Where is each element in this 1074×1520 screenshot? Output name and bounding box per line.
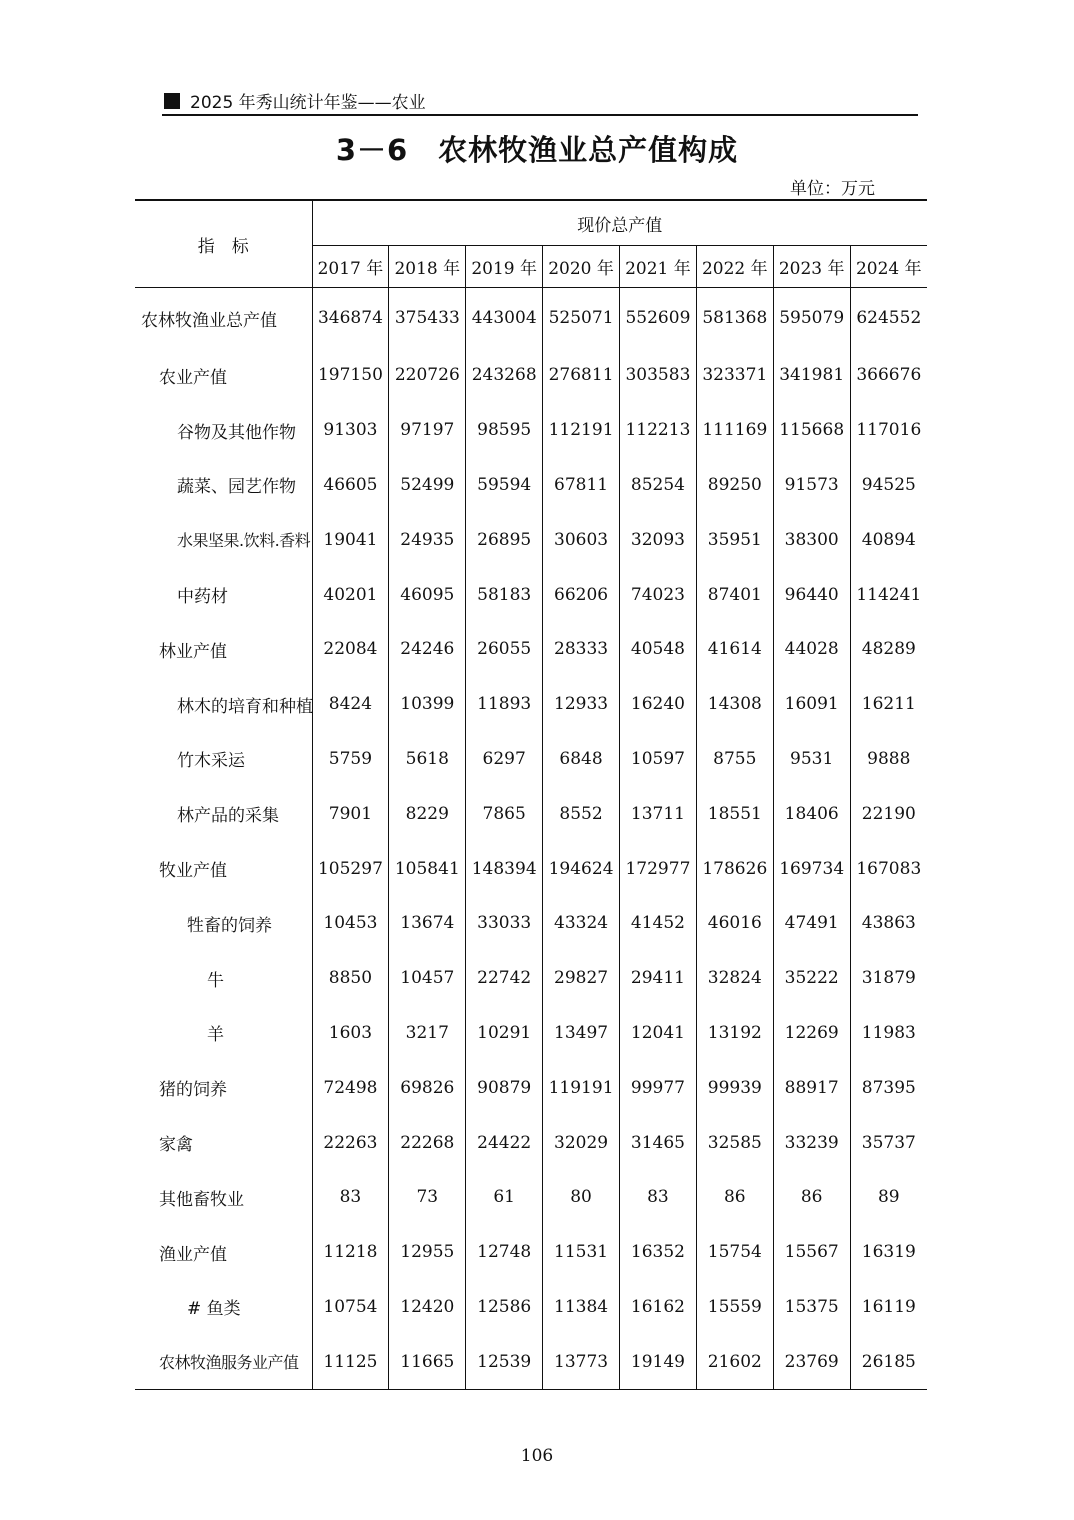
value-cell: 35951 [696,512,773,567]
value-cell: 87401 [696,567,773,622]
value-cell: 19149 [620,1334,697,1389]
value-cell: 6848 [543,732,620,787]
value-cell: 8552 [543,786,620,841]
value-cell: 9531 [773,732,850,787]
value-cell: 8424 [312,677,389,732]
value-cell: 10399 [389,677,466,732]
value-cell: 86 [773,1170,850,1225]
value-cell: 10597 [620,732,697,787]
value-cell: 375433 [389,288,466,349]
value-cell: 41614 [696,622,773,677]
value-cell: 11893 [466,677,543,732]
value-cell: 112213 [620,403,697,458]
year-header: 2017 年 [312,246,389,288]
row-label: 其他畜牧业 [159,1189,244,1210]
page-number: 106 [520,1446,554,1466]
table-row [135,1280,927,1335]
row-label: 水果坚果.饮料.香料 [177,531,311,551]
table-row [135,841,927,896]
value-cell: 341981 [773,348,850,403]
value-cell: 83 [620,1170,697,1225]
value-cell: 323371 [696,348,773,403]
value-cell: 26185 [850,1334,927,1389]
value-cell: 6297 [466,732,543,787]
value-cell: 10291 [466,1006,543,1061]
table-row [135,677,927,732]
year-header: 2020 年 [543,246,620,288]
value-cell: 18551 [696,786,773,841]
table-row [135,786,927,841]
value-cell: 15754 [696,1225,773,1280]
value-cell: 74023 [620,567,697,622]
row-label: 渔业产值 [159,1244,227,1265]
value-cell: 35737 [850,1115,927,1170]
table-row [135,1225,927,1280]
row-label: 家禽 [159,1135,193,1156]
value-cell: 32824 [696,951,773,1006]
value-cell: 22263 [312,1115,389,1170]
value-cell: 91303 [312,403,389,458]
value-cell: 40894 [850,512,927,567]
value-cell: 12269 [773,1006,850,1061]
value-cell: 97197 [389,403,466,458]
value-cell: 24422 [466,1115,543,1170]
value-cell: 7865 [466,786,543,841]
value-cell: 220726 [389,348,466,403]
value-cell: 73 [389,1170,466,1225]
value-cell: 29411 [620,951,697,1006]
year-header: 2019 年 [466,246,543,288]
value-cell: 552609 [620,288,697,349]
table-row [135,1170,927,1225]
value-cell: 11218 [312,1225,389,1280]
value-cell: 89250 [696,458,773,513]
value-cell: 16319 [850,1225,927,1280]
value-cell: 12041 [620,1006,697,1061]
year-header: 2024 年 [850,246,927,288]
value-cell: 12539 [466,1334,543,1389]
value-cell: 595079 [773,288,850,349]
value-cell: 16352 [620,1225,697,1280]
running-header [162,86,918,116]
value-cell: 117016 [850,403,927,458]
value-cell: 13674 [389,896,466,951]
value-cell: 11983 [850,1006,927,1061]
value-cell: 46605 [312,458,389,513]
value-cell: 28333 [543,622,620,677]
value-cell: 15567 [773,1225,850,1280]
value-cell: 11125 [312,1334,389,1389]
value-cell: 5618 [389,732,466,787]
table-row [135,1060,927,1115]
value-cell: 91573 [773,458,850,513]
value-cell: 243268 [466,348,543,403]
row-label: 蔬菜、园艺作物 [177,477,296,498]
value-cell: 105297 [312,841,389,896]
value-cell: 88917 [773,1060,850,1115]
table-row [135,403,927,458]
value-cell: 14308 [696,677,773,732]
value-cell: 61 [466,1170,543,1225]
data-table-container [135,199,927,1390]
value-cell: 105841 [389,841,466,896]
value-cell: 16240 [620,677,697,732]
value-cell: 46016 [696,896,773,951]
value-cell: 41452 [620,896,697,951]
value-cell: 47491 [773,896,850,951]
value-cell: 22084 [312,622,389,677]
table-row [135,567,927,622]
value-cell: 114241 [850,567,927,622]
value-cell: 30603 [543,512,620,567]
value-cell: 94525 [850,458,927,513]
year-header: 2018 年 [389,246,466,288]
value-cell: 194624 [543,841,620,896]
value-cell: 3217 [389,1006,466,1061]
value-cell: 32029 [543,1115,620,1170]
value-cell: 26895 [466,512,543,567]
value-cell: 29827 [543,951,620,1006]
value-cell: 43324 [543,896,620,951]
value-cell: 31879 [850,951,927,1006]
value-cell: 197150 [312,348,389,403]
value-cell: 80 [543,1170,620,1225]
value-cell: 85254 [620,458,697,513]
row-label: 林业产值 [159,641,227,662]
table-row [135,288,927,349]
row-label: 牛 [207,970,224,991]
value-cell: 12748 [466,1225,543,1280]
value-cell: 21602 [696,1334,773,1389]
value-cell: 32093 [620,512,697,567]
value-cell: 33033 [466,896,543,951]
value-cell: 38300 [773,512,850,567]
value-cell: 112191 [543,403,620,458]
value-cell: 5759 [312,732,389,787]
value-cell: 35222 [773,951,850,1006]
value-cell: 115668 [773,403,850,458]
value-cell: 22742 [466,951,543,1006]
value-cell: 99977 [620,1060,697,1115]
value-cell: 58183 [466,567,543,622]
value-cell: 16091 [773,677,850,732]
value-cell: 276811 [543,348,620,403]
value-cell: 99939 [696,1060,773,1115]
value-cell: 8755 [696,732,773,787]
value-cell: 7901 [312,786,389,841]
row-label: 农业产值 [159,367,227,388]
year-header: 2022 年 [696,246,773,288]
data-table [135,199,927,1390]
table-row [135,732,927,787]
value-cell: 119191 [543,1060,620,1115]
table-row [135,896,927,951]
value-cell: 11531 [543,1225,620,1280]
row-label: 牲畜的饲养 [187,915,272,936]
indicator-header: 指 标 [135,200,312,288]
value-cell: 72498 [312,1060,389,1115]
value-cell: 96440 [773,567,850,622]
value-cell: 22190 [850,786,927,841]
value-cell: 12955 [389,1225,466,1280]
row-label: 羊 [207,1025,224,1046]
table-row [135,458,927,513]
value-cell: 31465 [620,1115,697,1170]
value-cell: 11665 [389,1334,466,1389]
value-cell: 1603 [312,1006,389,1061]
value-cell: 10453 [312,896,389,951]
value-cell: 16162 [620,1280,697,1335]
value-cell: 443004 [466,288,543,349]
value-cell: 12586 [466,1280,543,1335]
value-cell: 12933 [543,677,620,732]
value-cell: 10754 [312,1280,389,1335]
table-row [135,348,927,403]
value-cell: 48289 [850,622,927,677]
value-cell: 11384 [543,1280,620,1335]
value-cell: 9888 [850,732,927,787]
value-cell: 111169 [696,403,773,458]
row-label: 中药材 [177,587,228,608]
value-cell: 15559 [696,1280,773,1335]
value-cell: 52499 [389,458,466,513]
value-cell: 83 [312,1170,389,1225]
value-cell: 43863 [850,896,927,951]
table-row [135,622,927,677]
row-label: 农林牧渔服务业产值 [135,1334,312,1389]
header-square-icon [164,93,180,109]
value-cell: 40201 [312,567,389,622]
value-cell: 24246 [389,622,466,677]
value-cell: 13192 [696,1006,773,1061]
table-row [135,951,927,1006]
value-cell: 13711 [620,786,697,841]
year-header: 2023 年 [773,246,850,288]
value-cell: 46095 [389,567,466,622]
value-cell: 346874 [312,288,389,349]
value-cell: 13773 [543,1334,620,1389]
value-cell: 67811 [543,458,620,513]
value-cell: 10457 [389,951,466,1006]
table-row [135,1006,927,1061]
row-label: 竹木采运 [177,751,245,772]
value-cell: 169734 [773,841,850,896]
value-cell: 15375 [773,1280,850,1335]
value-cell: 90879 [466,1060,543,1115]
running-title: 2025 年秀山统计年鉴——农业 [190,93,426,113]
value-cell: 44028 [773,622,850,677]
value-cell: 16211 [850,677,927,732]
value-cell: 172977 [620,841,697,896]
unit-label: 单位：万元 [790,179,875,199]
value-cell: 624552 [850,288,927,349]
value-cell: 12420 [389,1280,466,1335]
row-label: 牧业产值 [159,861,227,882]
row-label: 猪的饲养 [159,1080,227,1101]
table-row [135,1334,927,1389]
value-cell: 23769 [773,1334,850,1389]
value-cell: 581368 [696,288,773,349]
value-cell: 89 [850,1170,927,1225]
value-cell: 33239 [773,1115,850,1170]
value-cell: 32585 [696,1115,773,1170]
value-cell: 525071 [543,288,620,349]
value-cell: 16119 [850,1280,927,1335]
table-body [135,288,927,1390]
value-cell: 167083 [850,841,927,896]
row-label: 谷物及其他作物 [177,422,296,443]
table-row [135,512,927,567]
value-cell: 26055 [466,622,543,677]
value-cell: 66206 [543,567,620,622]
value-cell: 18406 [773,786,850,841]
table-row [135,1115,927,1170]
row-label: 林产品的采集 [177,806,279,827]
row-label: 林木的培育和种植 [177,696,313,717]
value-cell: 22268 [389,1115,466,1170]
value-cell: 98595 [466,403,543,458]
value-cell: 8229 [389,786,466,841]
value-cell: 303583 [620,348,697,403]
value-cell: 19041 [312,512,389,567]
value-cell: 40548 [620,622,697,677]
value-cell: 8850 [312,951,389,1006]
row-label: 农林牧渔业总产值 [141,310,277,331]
value-cell: 366676 [850,348,927,403]
row-label: # 鱼类 [187,1299,241,1320]
value-cell: 59594 [466,458,543,513]
value-cell: 24935 [389,512,466,567]
table-title: 3－6 农林牧渔业总产值构成 [335,133,739,167]
value-cell: 13497 [543,1006,620,1061]
value-cell: 69826 [389,1060,466,1115]
value-cell: 148394 [466,841,543,896]
value-cell: 178626 [696,841,773,896]
group-header: 现价总产值 [312,200,927,246]
value-cell: 87395 [850,1060,927,1115]
value-cell: 86 [696,1170,773,1225]
year-header: 2021 年 [620,246,697,288]
